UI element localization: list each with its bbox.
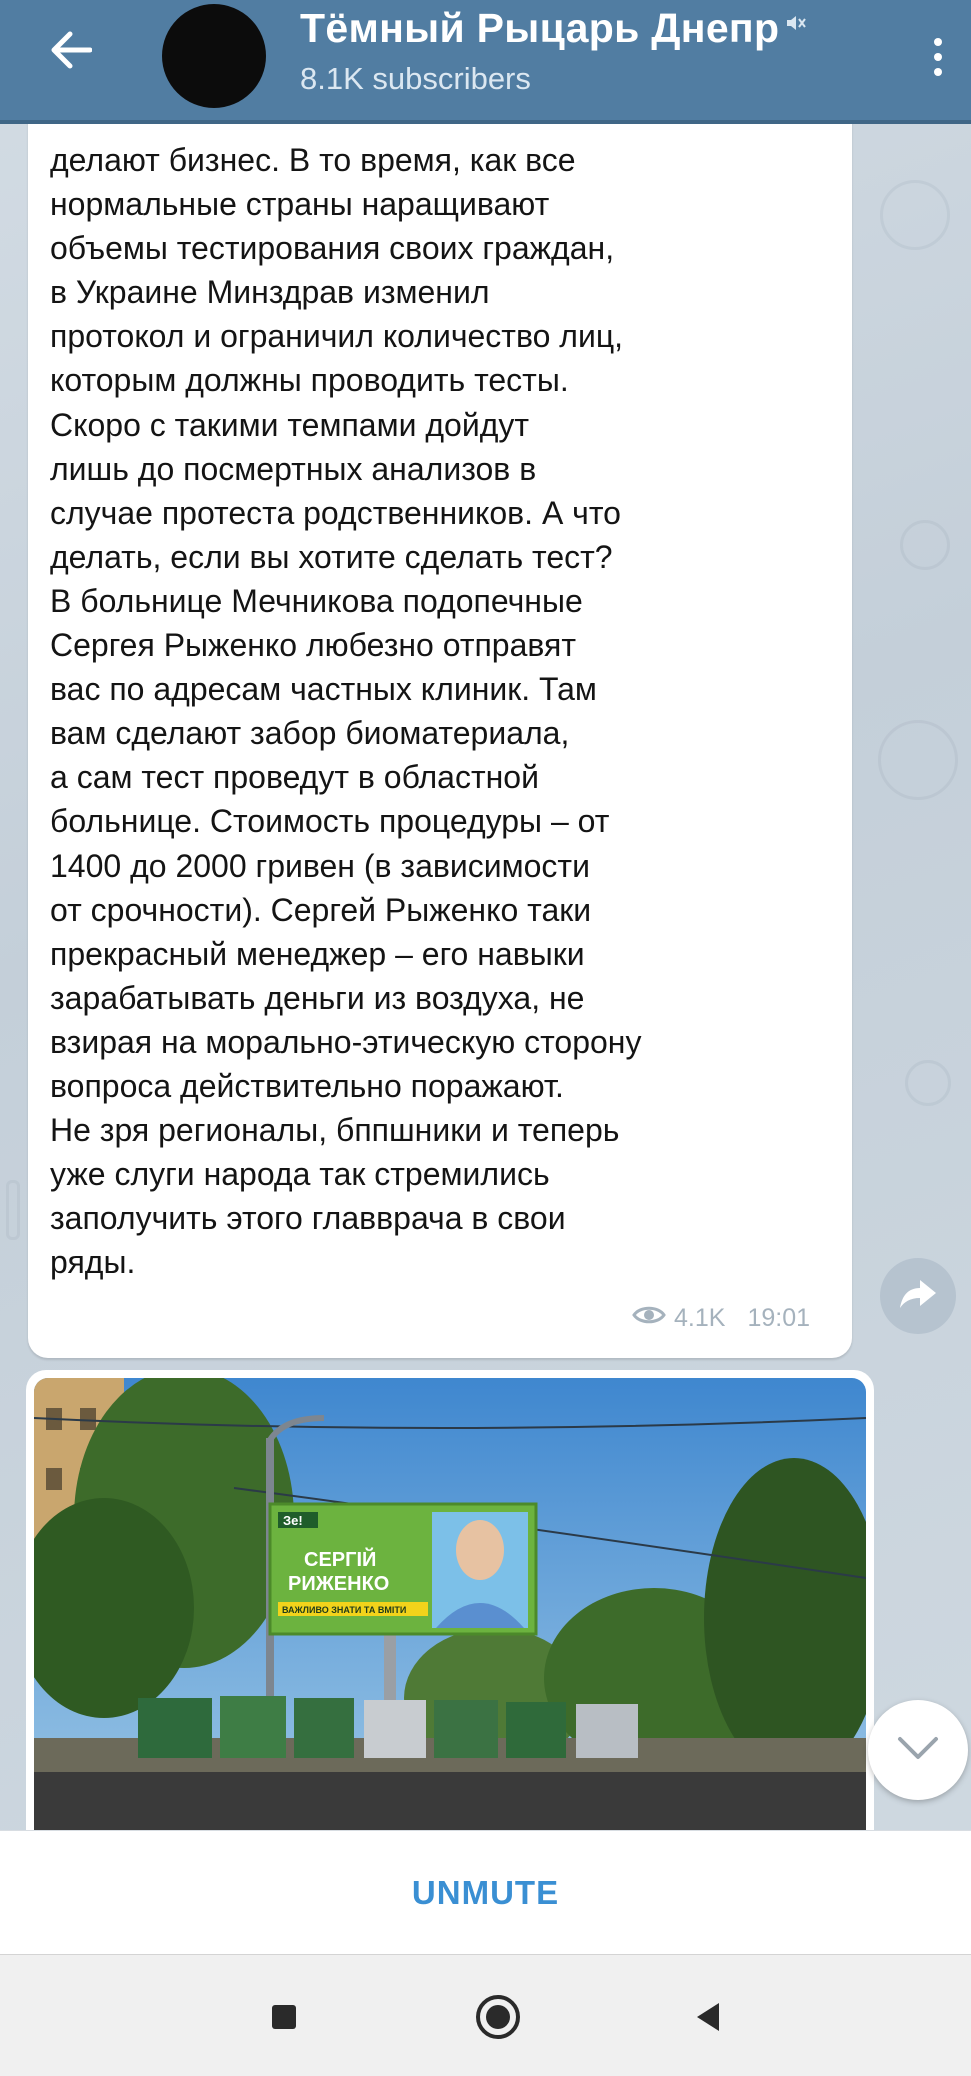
billboard-party-logo: Зе! xyxy=(283,1513,303,1528)
message-line: зарабатывать деньги из воздуха, не xyxy=(50,979,585,1016)
message-line: Не зря регионалы, бппшники и теперь xyxy=(50,1112,620,1149)
billboard-slogan: ВАЖЛИВО ЗНАТИ ТА ВМІТИ xyxy=(282,1605,407,1615)
kebab-menu-icon[interactable] xyxy=(918,22,958,92)
recents-button[interactable] xyxy=(244,1979,324,2059)
chat-header xyxy=(0,0,971,124)
message-line: в Украине Минздрав изменил xyxy=(50,274,490,311)
home-button[interactable] xyxy=(458,1979,538,2059)
message-line: которым должны проводить тесты. xyxy=(50,362,569,399)
unmute-bar xyxy=(0,1830,971,1954)
message-line: вам сделают забор биоматериала, xyxy=(50,715,570,752)
arrow-left-icon xyxy=(48,30,92,75)
message-line: протокол и ограничил количество лиц, xyxy=(50,318,624,355)
muted-speaker-icon xyxy=(785,12,807,39)
subscriber-count: 8.1K subscribers xyxy=(300,61,531,96)
message-line: прекрасный менеджер – его навыки xyxy=(50,935,585,972)
chevron-down-icon xyxy=(896,1735,940,1766)
message-line: делают бизнес. В то время, как все xyxy=(50,142,576,178)
message-meta xyxy=(632,1300,810,1336)
message-time: 19:01 xyxy=(747,1303,810,1332)
channel-avatar[interactable] xyxy=(162,4,266,108)
message-line: В больнице Мечникова подопечные xyxy=(50,582,583,619)
share-button[interactable] xyxy=(880,1258,956,1334)
message-line: случае протеста родственников. А что xyxy=(50,494,621,531)
square-icon xyxy=(270,2003,298,2036)
message-line: от срочности). Сергей Рыженко таки xyxy=(50,891,592,928)
message-line: взирая на морально-этическую сторону xyxy=(50,1023,642,1060)
channel-title: Тёмный Рыцарь Днепр xyxy=(300,5,780,51)
billboard-name-line2: РИЖЕНКО xyxy=(288,1573,390,1595)
message-line: заполучить этого главврача в свои xyxy=(50,1200,566,1237)
share-arrow-icon xyxy=(898,1278,938,1315)
billboard-name-line1: СЕРГІЙ xyxy=(304,1549,377,1571)
back-button[interactable] xyxy=(30,20,110,84)
photo-message[interactable] xyxy=(26,1370,874,1830)
message-line: 1400 до 2000 гривен (в зависимости xyxy=(50,847,590,884)
unmute-button[interactable]: UNMUTE xyxy=(411,1873,560,1911)
view-count: 4.1K xyxy=(674,1303,726,1332)
message-line: объемы тестирования своих граждан, xyxy=(50,230,615,267)
message-line: больнице. Стоимость процедуры – от xyxy=(50,803,610,840)
scroll-down-button[interactable] xyxy=(868,1700,968,1800)
message-line: вас по адресам частных клиник. Там xyxy=(50,671,597,708)
message-line: делать, если вы хотите сделать тест? xyxy=(50,538,613,575)
eye-icon xyxy=(632,1304,666,1333)
triangle-back-icon xyxy=(693,2001,723,2038)
message-text xyxy=(50,138,840,1284)
message-line: ряды. xyxy=(50,1244,136,1281)
message-line: Сергея Рыженко любезно отправят xyxy=(50,627,577,664)
message-line: лишь до посмертных анализов в xyxy=(50,450,537,487)
message-line: вопроса действительно поражают. xyxy=(50,1067,564,1104)
message-line: уже слуги народа так стремились xyxy=(50,1156,550,1193)
message-line: Скоро с такими темпами дойдут xyxy=(50,406,530,443)
message-line: а сам тест проведут в областной xyxy=(50,759,539,796)
street-billboard-photo[interactable] xyxy=(34,1378,866,1830)
android-navigation-bar xyxy=(0,1954,971,2076)
back-nav-button[interactable] xyxy=(668,1979,748,2059)
channel-info[interactable] xyxy=(300,2,860,98)
message-bubble[interactable] xyxy=(28,96,852,1358)
message-line: нормальные страны наращивают xyxy=(50,186,550,223)
circle-home-icon xyxy=(474,1993,522,2046)
